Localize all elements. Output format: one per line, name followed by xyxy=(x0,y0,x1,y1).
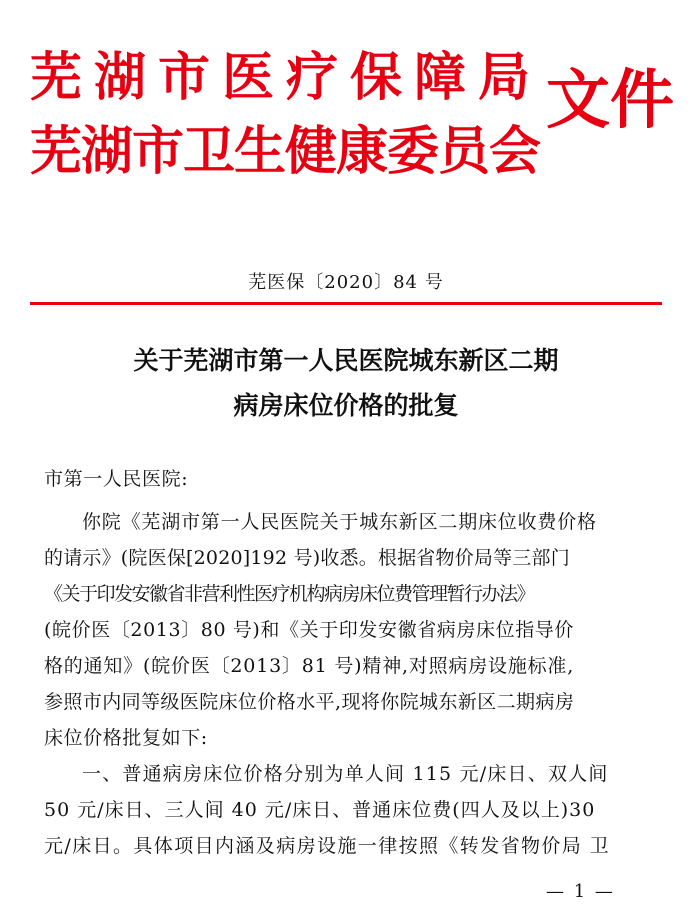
body-line: 一、普通病房床位价格分别为单人间 115 元/床日、双人间 xyxy=(82,763,609,785)
body-line: (皖价医〔2013〕80 号)和《关于印发安徽省病房床位指导价 xyxy=(44,619,574,641)
body-line: 的请示》(院医保[2020]192 号)收悉。根据省物价局等三部门 xyxy=(44,547,570,569)
document-type-label: 文件 xyxy=(546,63,674,138)
page-number: — 1 — xyxy=(546,881,615,902)
document-number: 芜医保〔2020〕84 号 xyxy=(248,272,444,293)
body-line: 《关于印发安徽省非营利性医疗机构病房床位费管理暂行办法》 xyxy=(44,583,535,605)
addressee: 市第一人民医院: xyxy=(44,468,189,490)
body-line: 你院《芜湖市第一人民医院关于城东新区二期床位收费价格 xyxy=(82,511,597,533)
issuing-agency-line-2: 芜湖市卫生健康委员会 xyxy=(30,121,541,182)
body-line: 参照市内同等级医院床位价格水平,现将你院城东新区二期病房 xyxy=(44,691,575,713)
red-divider xyxy=(30,302,662,305)
document-title-line-1: 关于芜湖市第一人民医院城东新区二期 xyxy=(133,346,559,375)
issuing-agency-line-1: 芜湖市医疗保障局 xyxy=(30,47,543,108)
body-line: 50 元/床日、三人间 40 元/床日、普通床位费(四人及以上)30 xyxy=(44,799,596,821)
body-line: 元/床日。具体项目内涵及病房设施一律按照《转发省物价局 卫 xyxy=(44,835,611,857)
body-line: 床位价格批复如下: xyxy=(44,727,208,749)
document-title-line-2: 病房床位价格的批复 xyxy=(233,391,459,420)
body-line: 格的通知》(皖价医〔2013〕81 号)精神,对照病房设施标准, xyxy=(44,655,575,677)
